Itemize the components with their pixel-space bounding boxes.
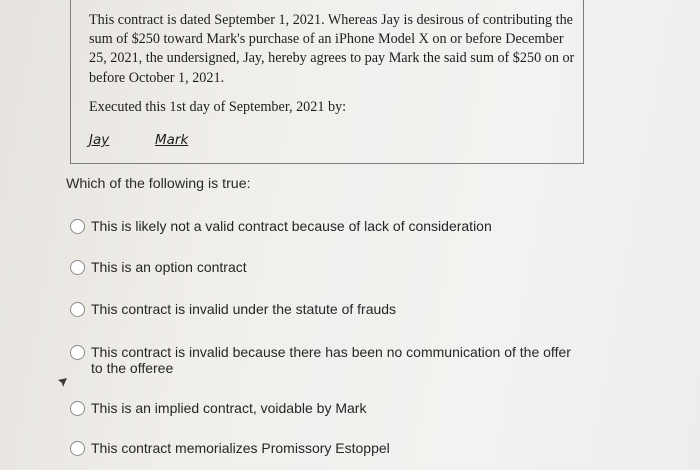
answer-option-label[interactable]: This is an option contract [91,259,247,275]
contract-body [89,11,579,88]
executed-line: Executed this 1st day of September, 2021 by: [89,99,347,115]
radio-button[interactable] [70,441,85,456]
answer-option-2[interactable] [70,259,591,275]
answer-option-5[interactable] [70,400,591,416]
signature-jay: Jay [89,132,110,148]
answer-option-label[interactable]: This contract is invalid because there has been no communication of the offer to the offeree [91,344,571,376]
radio-button[interactable] [70,260,85,275]
contract-box [70,0,584,164]
answer-option-label[interactable]: This contract is invalid under the statute of frauds [91,301,397,317]
answer-option-4[interactable] [70,344,581,376]
answer-option-label[interactable]: This is likely not a valid contract because of lack of consideration [91,218,492,234]
answer-option-label[interactable]: This is an implied contract, voidable by Mark [91,400,367,416]
radio-button[interactable] [70,345,85,360]
answer-option-label[interactable]: This contract memorializes Promissory Estoppel [91,440,390,456]
radio-button[interactable] [70,302,85,317]
question-prompt: Which of the following is true: [66,176,251,192]
contract-body-text: This contract is dated September 1, 2021. Whereas Jay is desirous of contributing the sum of $250 toward Mark's purchase of an iPhone Model X on or before December 25, 2021, the undersigned, Jay, hereby agrees to pay Mark the said sum of $250 on or before October 1, 2021. [89,12,575,86]
radio-button[interactable] [70,401,85,416]
answer-option-1[interactable] [70,218,591,234]
mouse-pointer-icon [57,377,69,389]
answer-option-3[interactable] [70,301,591,317]
signature-mark: Mark [155,132,189,148]
answer-option-6[interactable] [70,440,591,456]
radio-button[interactable] [70,219,85,234]
